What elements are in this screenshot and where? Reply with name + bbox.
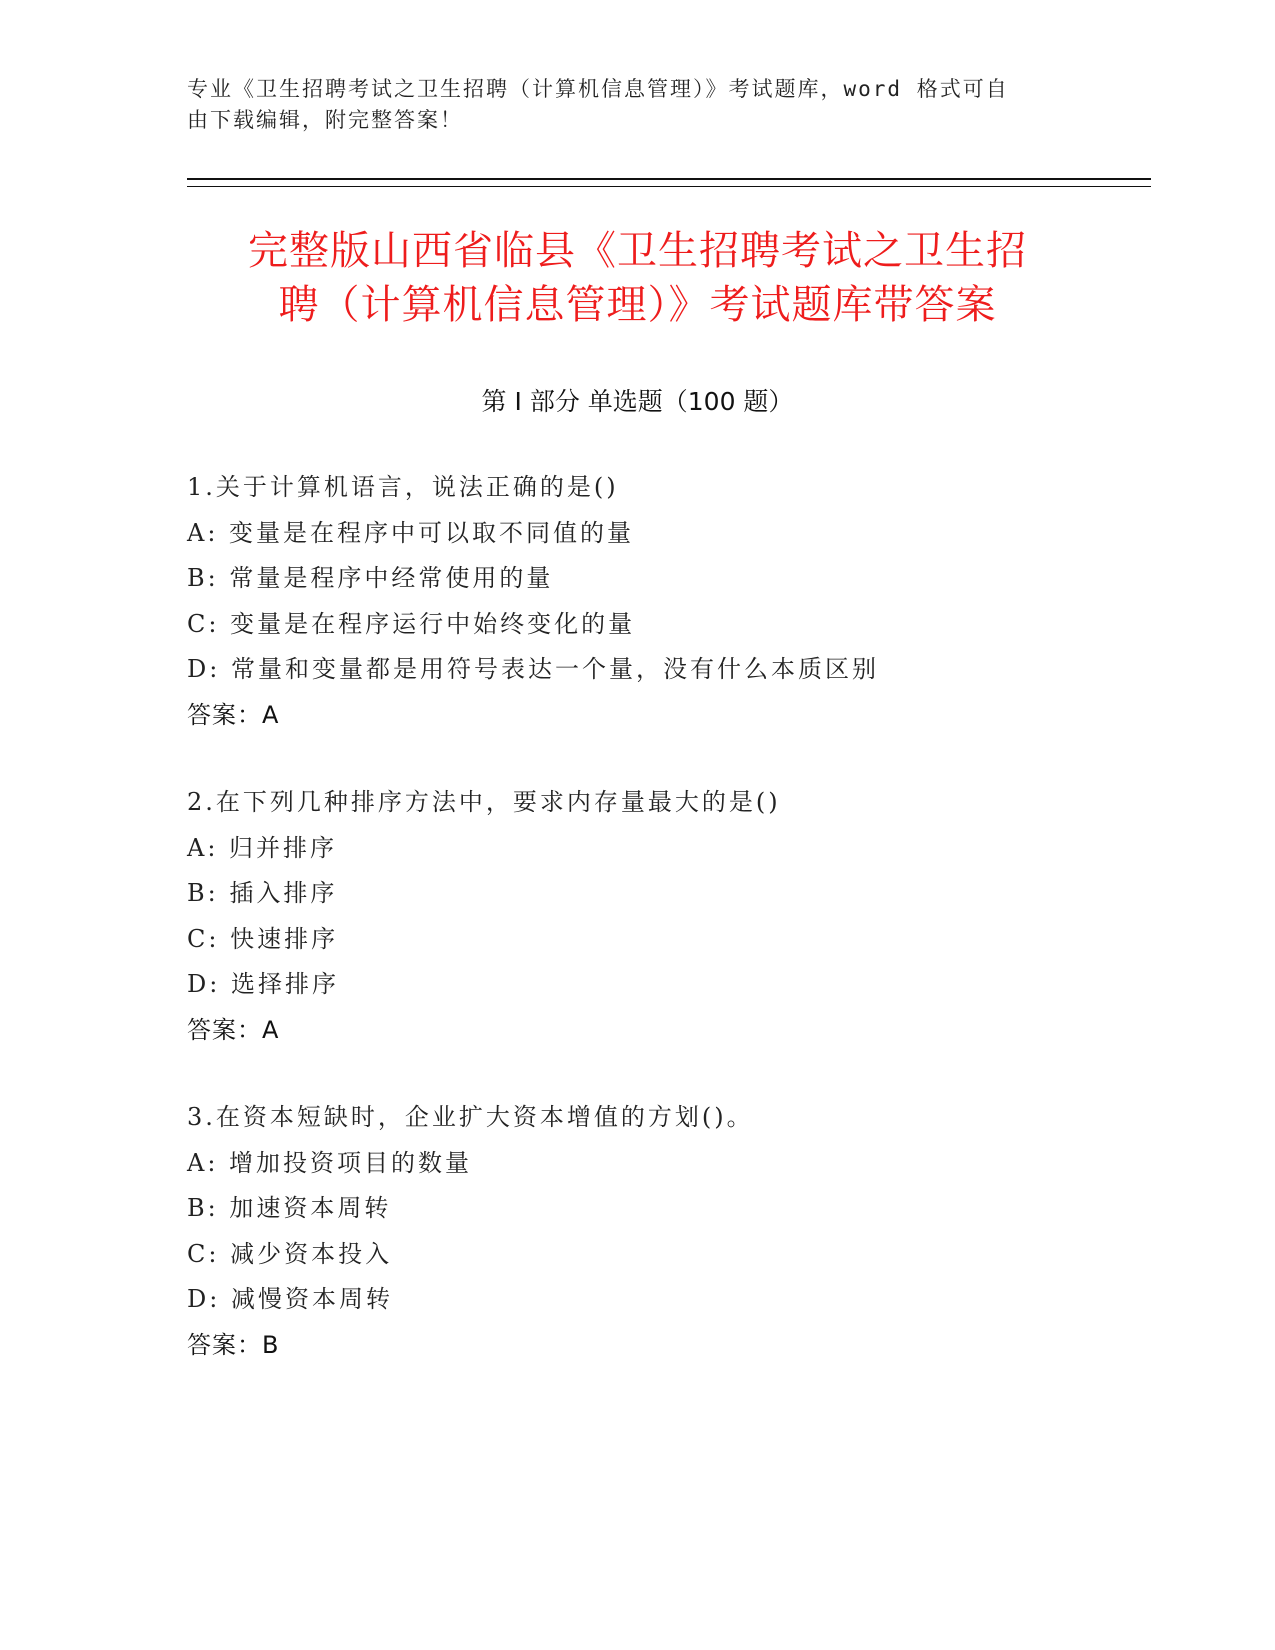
answer: 答案：A [187, 700, 280, 729]
option-a: A: 增加投资项目的数量 [187, 1148, 473, 1177]
question-stem: 1.关于计算机语言，说法正确的是() [187, 473, 619, 501]
answer: 答案：A [187, 1015, 280, 1044]
header-note [187, 74, 1087, 136]
question-stem: 2.在下列几种排序方法中，要求内存量最大的是() [187, 788, 781, 816]
header-divider-thin [187, 186, 1151, 187]
option-c: C: 变量是在程序运行中始终变化的量 [187, 609, 636, 638]
header-note-line-1: 专业《卫生招聘考试之卫生招聘（计算机信息管理）》考试题库，word 格式可自 [187, 77, 1009, 101]
document-title-line-2: 聘（计算机信息管理）》考试题库带答案 [278, 282, 997, 328]
option-b: B: 加速资本周转 [187, 1194, 392, 1222]
option-d: D: 选择排序 [187, 970, 339, 998]
question-stem: 3.在资本短缺时，企业扩大资本增值的方划()。 [187, 1103, 754, 1131]
option-d: D: 常量和变量都是用符号表达一个量，没有什么本质区别 [187, 655, 879, 683]
option-c: C: 减少资本投入 [187, 1239, 393, 1268]
header-divider-thick [187, 178, 1151, 180]
document-title-line-1: 完整版山西省临县《卫生招聘考试之卫生招 [248, 228, 1027, 274]
header-note-line-2: 由下载编辑，附完整答案！ [187, 108, 463, 132]
option-c: C: 快速排序 [187, 924, 339, 953]
question-3 [187, 1095, 1167, 1368]
question-2 [187, 780, 1167, 1053]
question-1 [187, 465, 1167, 738]
option-b: B: 常量是程序中经常使用的量 [187, 564, 554, 592]
answer: 答案：B [187, 1330, 280, 1359]
option-d: D: 减慢资本周转 [187, 1285, 393, 1313]
option-a: A: 变量是在程序中可以取不同值的量 [187, 518, 635, 547]
document-title [150, 224, 1125, 332]
section-heading: 第 I 部分 单选题（100 题） [481, 387, 794, 416]
option-a: A: 归并排序 [187, 833, 338, 862]
option-b: B: 插入排序 [187, 879, 338, 907]
